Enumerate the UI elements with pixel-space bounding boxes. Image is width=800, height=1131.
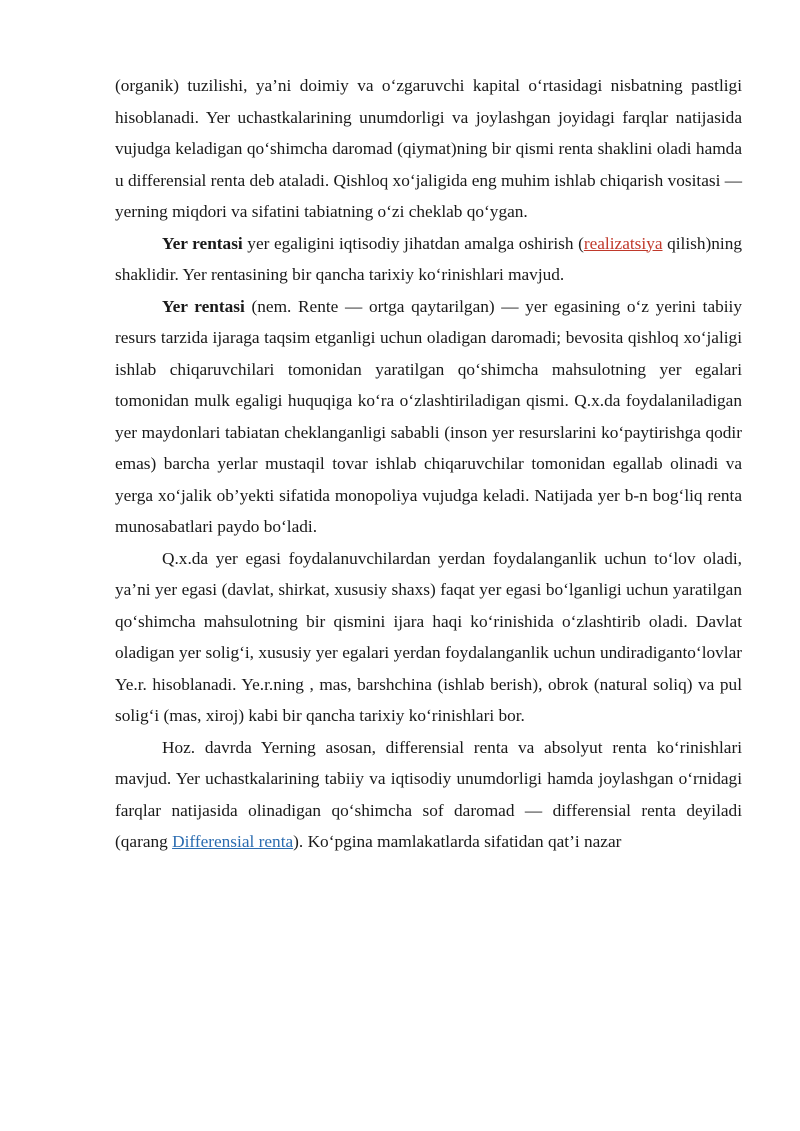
realizatsiya-link[interactable]: realizatsiya bbox=[583, 233, 663, 253]
paragraph-2-text-b: qilish)ning shaklidir. Yer rentasining bir qancha tarixiy ko‘rinishlari mavjud. bbox=[115, 233, 742, 284]
paragraph-4 bbox=[115, 543, 742, 732]
paragraph-3-text: (nem. Rente — ortga qaytarilgan) — yer egasining o‘z yerini tabiiy resurs tarzida ijaraga taqsim etganligi uchun oladigan daromadi; bevosita qishloq xo‘jaligi ishlab chiqaruvchilari tomonidan yaratilgan qo‘shimcha mahsulotning yer egalari tomonidan mulk egaligi huquqiga ko‘ra o‘zlashtiriladigan qismi. Q.x.da foydalaniladigan yer maydonlari tabiatan cheklanganligi sababli (inson yer resurslarini ko‘paytirishga qodir emas) barcha yerlar mustaqil tovar ishlab chiqaruvchilar tomonidan egallab olinadi va yerga xo‘jalik ob’yekti sifatida monopoliya vujudga keladi. Natijada yer b-n bog‘liq renta munosabatlari paydo bo‘ladi. bbox=[115, 296, 742, 536]
paragraph-5-text-a: Hoz. davrda Yerning asosan, differensial renta va absolyut renta ko‘rinishlari mavjud. Yer uchastkalarining tabiiy va iqtisodiy unumdorligi hamda joylashgan o‘rnidagi farqlar natijasida olinadigan qo‘shimcha sof daromad — differensial renta deyiladi (qarang bbox=[115, 737, 742, 851]
term-yer-rentasi-definition: Yer rentasi bbox=[162, 296, 245, 316]
paragraph-5 bbox=[115, 732, 742, 858]
paragraph-4-text: Q.x.da yer egasi foydalanuvchilardan yerdan foydalanganlik uchun to‘lov oladi, ya’ni yer egasi (davlat, shirkat, xususiy shaxs) faqat yer egasi bo‘lganligi uchun yaratilgan qo‘shimcha mahsulotning bir qismini ijara haqi ko‘rinishida o‘zlashtirib oladi. Davlat oladigan yer solig‘i, xususiy yer egalari yerdan foydalanganlik uchun undiradiganto‘lovlar Ye.r. hisoblanadi. Ye.r.ning , mas, barshchina (ishlab berish), obrok (natural soliq) va pul solig‘i (mas, xiroj) kabi bir qancha tarixiy ko‘rinishlari bor. bbox=[115, 548, 742, 725]
paragraph-1-text: (organik) tuzilishi, ya’ni doimiy va o‘zgaruvchi kapital o‘rtasidagi nisbatning pastligi hisoblanadi. Yer uchastkalarining unumdorligi va joylashgan joyidagi farqlar natijasida vujudga keladigan qo‘shimcha daromad (qiymat)ning bir qismi renta shaklini oladi hamda u differensial renta deb ataladi. Qishloq xo‘jaligida eng muhim ishlab chiqarish vositasi — yerning miqdori va sifatini tabiatning o‘zi cheklab qo‘ygan. bbox=[115, 76, 742, 221]
paragraph-1 bbox=[115, 70, 742, 228]
term-yer-rentasi: Yer rentasi bbox=[162, 233, 243, 253]
paragraph-2 bbox=[115, 228, 742, 291]
document-page bbox=[115, 70, 742, 858]
paragraph-3 bbox=[115, 291, 742, 543]
paragraph-5-text-b: ). Ko‘pgina mamlakatlarda sifatidan qat’i nazar bbox=[293, 832, 622, 851]
differensial-renta-link[interactable]: Differensial renta bbox=[172, 832, 294, 851]
paragraph-2-text-a: yer egaligini iqtisodiy jihatdan amalga oshirish ( bbox=[242, 233, 584, 253]
